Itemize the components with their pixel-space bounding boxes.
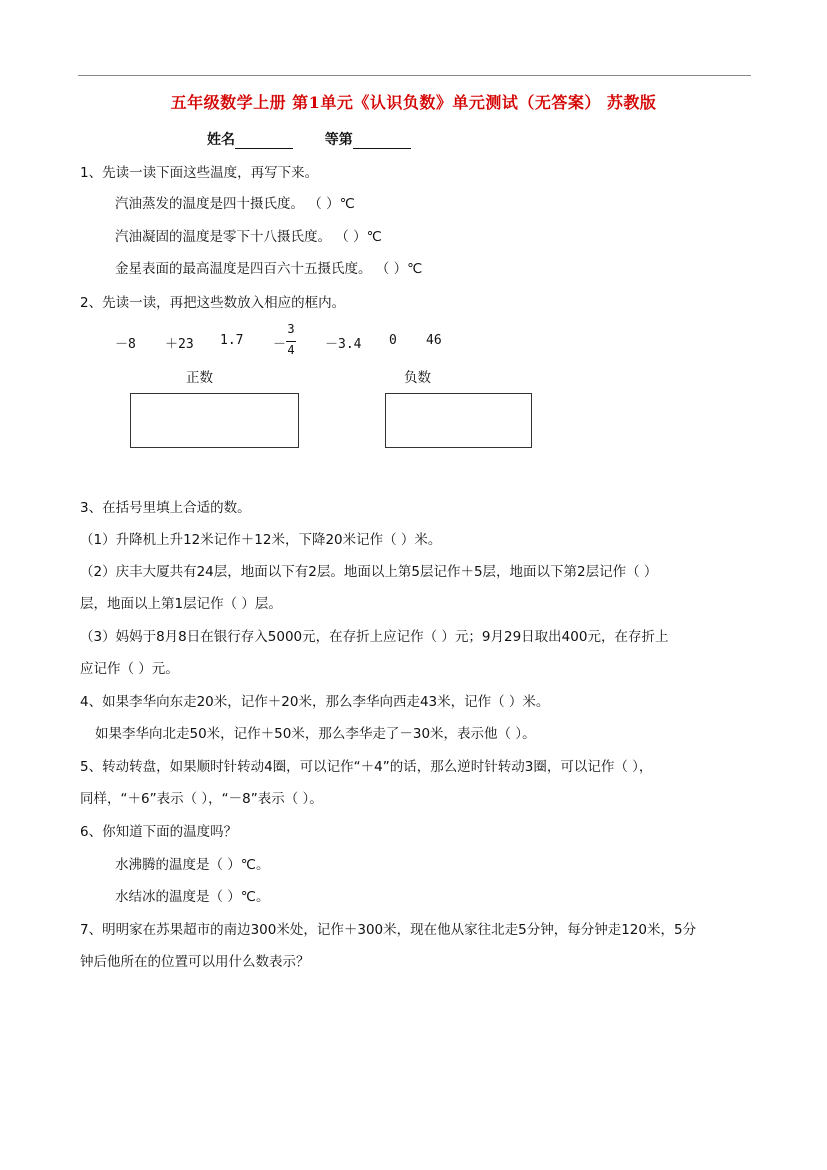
q5-line-1: 5、转动转盘，如果顺时针转动4圈，可以记作“＋4”的话，那么逆时针转动3圈，可以记作（ ）， (80, 759, 653, 775)
q3-line-5: 应记作（ ）元。 (80, 661, 179, 677)
q1-line-1: 汽油蒸发的温度是四十摄氏度。 （ ）℃ (115, 196, 355, 212)
q3-stem: 3、在括号里填上合适的数。 (80, 500, 251, 516)
q2-number: 46 (426, 333, 442, 348)
q7-line-1: 7、明明家在苏果超市的南边300米处，记作＋300米，现在他从家往北走5分钟，每分钟走120米，5分 (80, 922, 697, 938)
negative-numbers-box[interactable] (385, 393, 532, 448)
q2-fraction-sign: － (273, 337, 287, 352)
name-blank[interactable] (235, 134, 293, 149)
q1-line-2: 汽油凝固的温度是零下十八摄氏度。 （ ）℃ (115, 229, 382, 245)
positive-numbers-box[interactable] (130, 393, 299, 448)
q4-line-2: 如果李华向北走50米，记作＋50米，那么李华走了－30米，表示他（ ）。 (95, 726, 536, 742)
q2-number: 0 (389, 333, 397, 348)
q2-number: －3.4 (325, 337, 362, 352)
page-title: 五年级数学上册 第1单元《认识负数》单元测试（无答案） 苏教版 (170, 93, 657, 112)
grade-label: 等第 (324, 132, 353, 148)
q7-line-2: 钟后他所在的位置可以用什么数表示？ (80, 954, 310, 970)
q3-line-3: 层，地面以上第1层记作（ ）层。 (80, 596, 282, 612)
q1-line-3: 金星表面的最高温度是四百六十五摄氏度。 （ ）℃ (115, 261, 423, 277)
negative-label: 负数 (404, 370, 431, 386)
name-field-row (207, 131, 411, 149)
q2-stem: 2、先读一读，再把这些数放入相应的框内。 (80, 295, 346, 311)
grade-blank[interactable] (353, 134, 411, 149)
q1-stem: 1、先读一读下面这些温度，再写下来。 (80, 165, 319, 181)
q3-line-2: （2）庆丰大厦共有24层，地面以下有2层。地面以上第5层记作＋5层，地面以下第2层记作（ ） (80, 564, 658, 580)
q3-line-4: （3）妈妈于8月8日在银行存入5000元，在存折上应记作（ ）元；9月29日取出400元，在存折上 (80, 629, 669, 645)
q2-fraction-bar (286, 341, 296, 342)
q6-line-2: 水结冰的温度是（ ）℃。 (115, 889, 270, 905)
q3-line-1: （1）升降机上升12米记作＋12米，下降20米记作（ ）米。 (80, 532, 442, 548)
q2-number: ＋23 (165, 337, 194, 352)
q2-number: －8 (115, 337, 136, 352)
header-rule (78, 75, 751, 76)
q6-stem: 6、你知道下面的温度吗？ (80, 824, 238, 840)
q2-number: 1.7 (220, 333, 244, 348)
q6-line-1: 水沸腾的温度是（ ）℃。 (115, 857, 270, 873)
q2-fraction-denominator: 4 (287, 343, 295, 357)
q5-line-2: 同样，“＋6”表示（ ），“－8”表示（ ）。 (80, 791, 323, 807)
name-label: 姓名 (207, 132, 235, 148)
q2-fraction-numerator: 3 (287, 322, 295, 336)
positive-label: 正数 (186, 370, 213, 386)
q4-line-1: 4、如果李华向东走20米，记作＋20米，那么李华向西走43米，记作（ ）米。 (80, 694, 550, 710)
